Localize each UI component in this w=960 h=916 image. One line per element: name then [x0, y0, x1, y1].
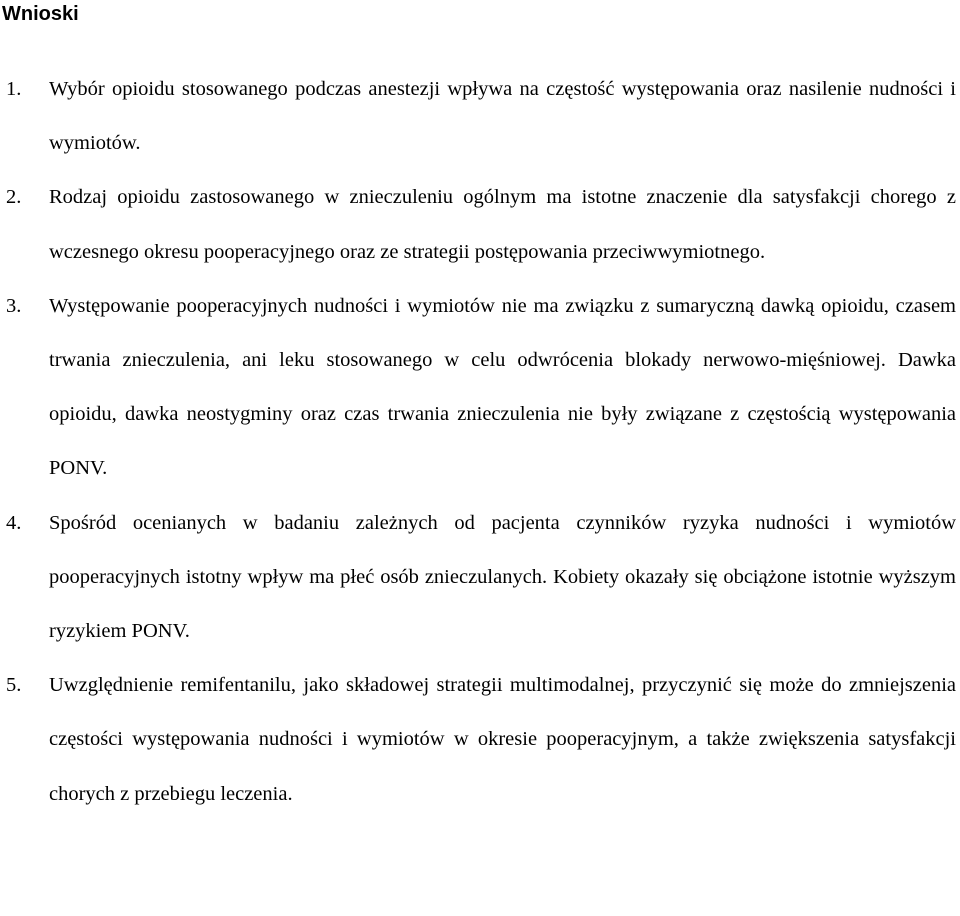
list-item-text: Rodzaj opioidu zastosowanego w znieczuleniu ogólnym ma istotne znaczenie dla satysfakcji chorego z wczesnego okresu pooperacyjnego oraz ze strategii postępowania przeciwwymiotnego. — [49, 186, 956, 263]
list-item — [0, 496, 956, 659]
list-item-number: 5. — [6, 674, 22, 697]
list-item-number: 3. — [6, 294, 22, 317]
list-item — [0, 170, 956, 278]
list-item — [0, 62, 956, 170]
list-item — [0, 658, 956, 821]
list-item-number: 1. — [6, 78, 22, 100]
list-item-text: Występowanie pooperacyjnych nudności i wymiotów nie ma związku z sumaryczną dawką opioidu, czasem trwania znieczulenia, ani leku stosowanego w celu odwrócenia blokady nerwowo-mięśniowej. Dawka opioidu, dawka neostygminy oraz czas trwania znieczulenia nie były związane z częstością występowania PONV. — [49, 294, 956, 480]
list-item — [0, 279, 956, 496]
conclusions-list — [0, 62, 956, 821]
list-item-text: Uwzględnienie remifentanilu, jako składowej strategii multimodalnej, przyczynić się może do zmniejszenia częstości występowania nudności i wymiotów w okresie pooperacyjnym, a także zwiększenia satysfakcji chorych z przebiegu leczenia. — [49, 674, 956, 805]
list-item-text: Spośród ocenianych w badaniu zależnych od pacjenta czynników ryzyka nudności i wymiotów pooperacyjnych istotny wpływ ma płeć osób znieczulanych. Kobiety okazały się obciążone istotnie wyższym ryzykiem PONV. — [49, 511, 956, 643]
section-heading: Wnioski — [2, 3, 79, 25]
list-item-number: 2. — [6, 186, 22, 209]
list-item-text: Wybór opioidu stosowanego podczas anestezji wpływa na częstość występowania oraz nasilenie nudności i wymiotów. — [49, 78, 956, 155]
list-item-number: 4. — [6, 511, 22, 534]
